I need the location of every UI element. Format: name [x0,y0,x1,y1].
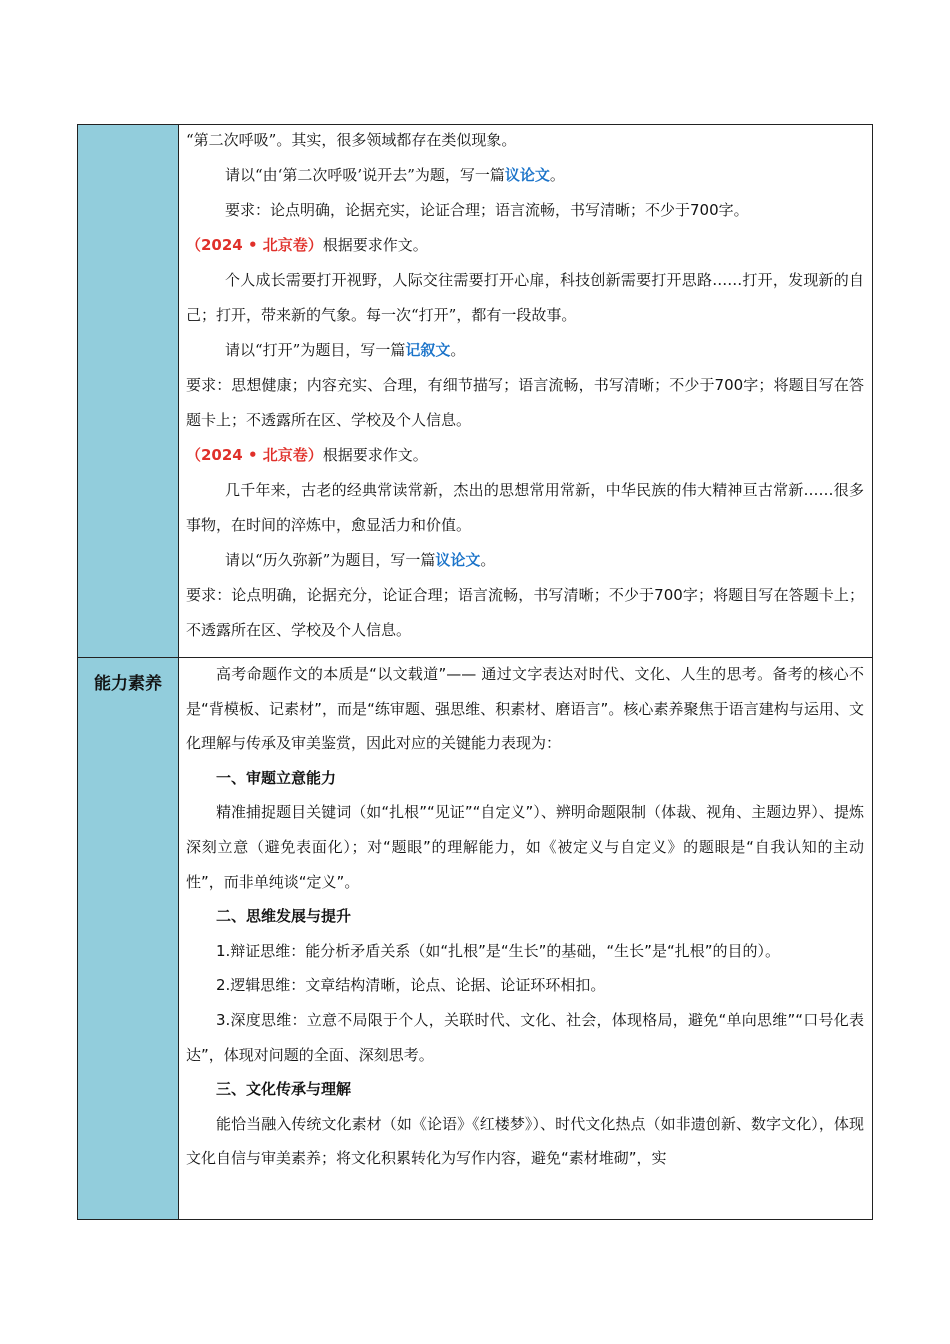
genre-label: 议论文 [435,551,481,569]
prompt-text: “第二次呼吸”。其实，很多领域都存在类似现象。 [186,131,517,149]
ability-item: 1.辩证思维：能分析矛盾关系（如“扎根”是“生长”的基础，“生长”是“扎根”的目的）。 [216,941,780,960]
ability-text-3: 能恰当融入传统文化素材（如《论语》《红楼梦》）、时代文化热点（如非遗创新、数字文化），体现文化自信与审美素养；将文化积累转化为写作内容，避免“素材堆砌”，实 [186,1114,864,1168]
prompt-requirement: 要求：论点明确，论据充实，论证合理；语言流畅，书写清晰；不少于700字。 [225,201,749,219]
exam-source-tag: （2024 • 北京卷） [186,236,323,254]
ability-item: 3.深度思维：立意不局限于个人，关联时代、文化、社会，体现格局，避免“单向思维”“口号化表达”，体现对问题的全面、深刻思考。 [186,1010,864,1064]
exam-source-tag: （2024 • 北京卷） [186,446,323,464]
row-label-ability: 能力素养 [94,674,162,694]
essay-prompts-cell [186,123,864,648]
prompt-text: 个人成长需要打开视野，人际交往需要打开心扉，科技创新需要打开思路……打开，发现新的自己；打开，带来新的气象。每一次“打开”，都有一段故事。 [186,271,864,324]
prompt-instruction: 请以“历久弥新”为题目，写一篇议论文。 [225,551,496,569]
prompt-text: 几千年来，古老的经典常读常新，杰出的思想常用常新，中华民族的伟大精神亘古常新……很多事物，在时间的淬炼中，愈显活力和价值。 [186,481,864,534]
ability-intro: 高考命题作文的本质是“以文载道”—— 通过文字表达对时代、文化、人生的思考。备考的核心不是“背模板、记素材”，而是“练审题、强思维、积素材、磨语言”。核心素养聚焦于语言建构与运用、文化理解与传承及审美鉴赏，因此对应的关键能力表现为： [186,665,864,753]
genre-label: 议论文 [504,166,550,184]
ability-heading-2: 二、思维发展与提升 [216,907,352,926]
content-table [77,124,873,1220]
prompt-instruction: 请以“打开”为题目，写一篇记叙文。 [225,341,466,359]
prompt-instruction: 请以“由‘第二次呼吸’说开去”为题，写一篇议论文。 [225,166,565,184]
ability-text-1: 精准捕捉题目关键词（如“扎根”“见证”“自定义”）、辨明命题限制（体裁、视角、主题边界）、提炼深刻立意（避免表面化）；对“题眼”的理解能力，如《被定义与自定义》的题眼是“自我认知的主动性”，而非单纯谈“定义”。 [186,803,864,891]
genre-label: 记叙文 [405,341,451,359]
prompt-requirement: 要求：论点明确，论据充分，论证合理；语言流畅，书写清晰；不少于700字；将题目写在答题卡上；不透露所在区、学校及个人信息。 [186,586,864,639]
prompt-requirement: 要求：思想健康；内容充实、合理，有细节描写；语言流畅，书写清晰；不少于700字；将题目写在答题卡上；不透露所在区、学校及个人信息。 [186,376,864,429]
exam-source-heading: （2024 • 北京卷）根据要求作文。 [186,236,428,254]
ability-item: 2.逻辑思维：文章结构清晰，论点、论据、论证环环相扣。 [216,976,606,995]
ability-cell [186,657,864,1176]
ability-heading-3: 三、文化传承与理解 [216,1080,352,1099]
ability-heading-1: 一、审题立意能力 [216,768,337,787]
exam-source-heading: （2024 • 北京卷）根据要求作文。 [186,446,428,464]
